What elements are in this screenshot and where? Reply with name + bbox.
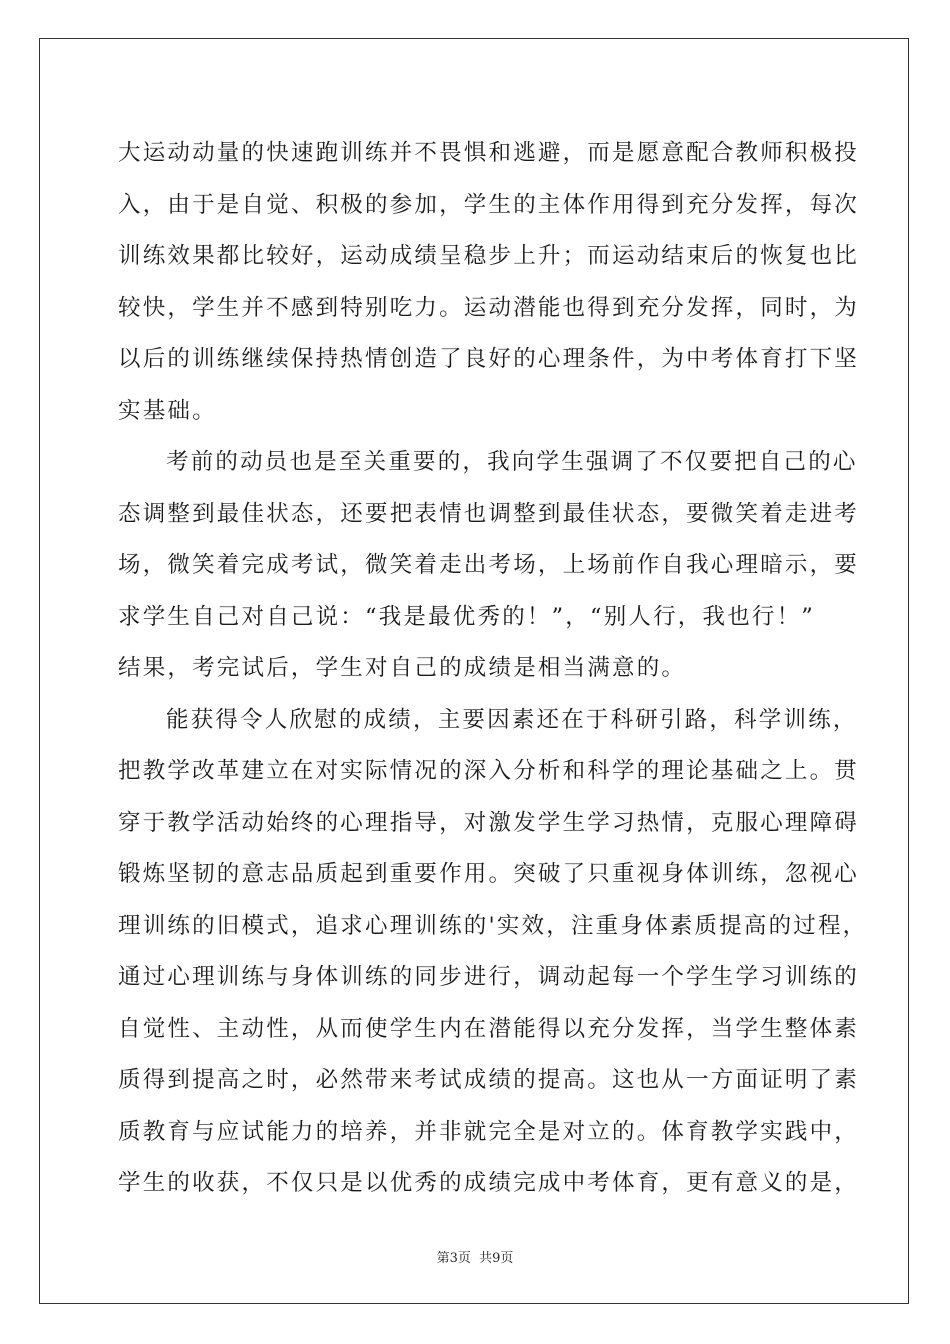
text-line: 锻炼坚韧的意志品质起到重要作用。突破了只重视身体训练，忽视心 [118,861,860,887]
text-line: 较快，学生并不感到特别吃力。运动潜能也得到充分发挥，同时，为 [118,294,860,321]
text-line: 场，微笑着完成考试，微笑着走出考场，上场前作自我心理暗示，要 [118,552,860,578]
page-total: 共9页 [479,1251,514,1266]
page-number: 第3页 [436,1251,471,1266]
text-line: 通过心理训练与身体训练的同步进行，调动起每一个学生学习训练的 [118,964,860,990]
text-line: 质得到提高之时，必然带来考试成绩的提高。这也从一方面证明了素 [118,1067,860,1093]
paragraph-first-line: 能获得令人欣慰的成绩，主要因素还在于科研引路，科学训练， [166,706,858,733]
text-line: 训练效果都比较好，运动成绩呈稳步上升；而运动结束后的恢复也比 [118,243,860,269]
text-line: 自觉性、主动性，从而使学生内在潜能得以充分发挥，当学生整体素 [118,1015,860,1042]
paragraph-first-line: 考前的动员也是至关重要的，我向学生强调了不仅要把自己的心 [166,449,858,475]
text-line: 质教育与应试能力的培养，并非就完全是对立的。体育教学实践中， [118,1118,860,1145]
text-line: 以后的训练继续保持热情创造了良好的心理条件，为中考体育打下坚 [118,346,860,372]
text-line: 理训练的旧模式，追求心理训练的'实效，注重身体素质提高的过程， [118,912,868,939]
text-line: 结果，考完试后，学生对自己的成绩是相当满意的。 [118,655,687,681]
text-line: 态调整到最佳状态，还要把表情也调整到最佳状态，要微笑着走进考 [118,500,860,527]
text-line: 入，由于是自觉、积极的参加，学生的主体作用得到充分发挥，每次 [118,191,860,218]
text-line: 穿于教学活动始终的心理指导，对激发学生学习热情，克服心理障碍 [118,809,860,836]
text-line: 把教学改革建立在对实际情况的深入分析和科学的理论基础之上。贯 [118,758,860,784]
text-line: 大运动动量的快速跑训练并不畏惧和逃避，而是愿意配合教师积极投 [118,140,860,166]
text-line: 求学生自己对自己说：“我是最优秀的！”，“别人行，我也行！” [118,603,816,630]
text-line: 实基础。 [118,397,217,424]
page-footer [0,1247,950,1266]
text-line: 学生的收获，不仅只是以优秀的成绩完成中考体育，更有意义的是， [118,1170,860,1196]
document-body [118,128,868,1210]
